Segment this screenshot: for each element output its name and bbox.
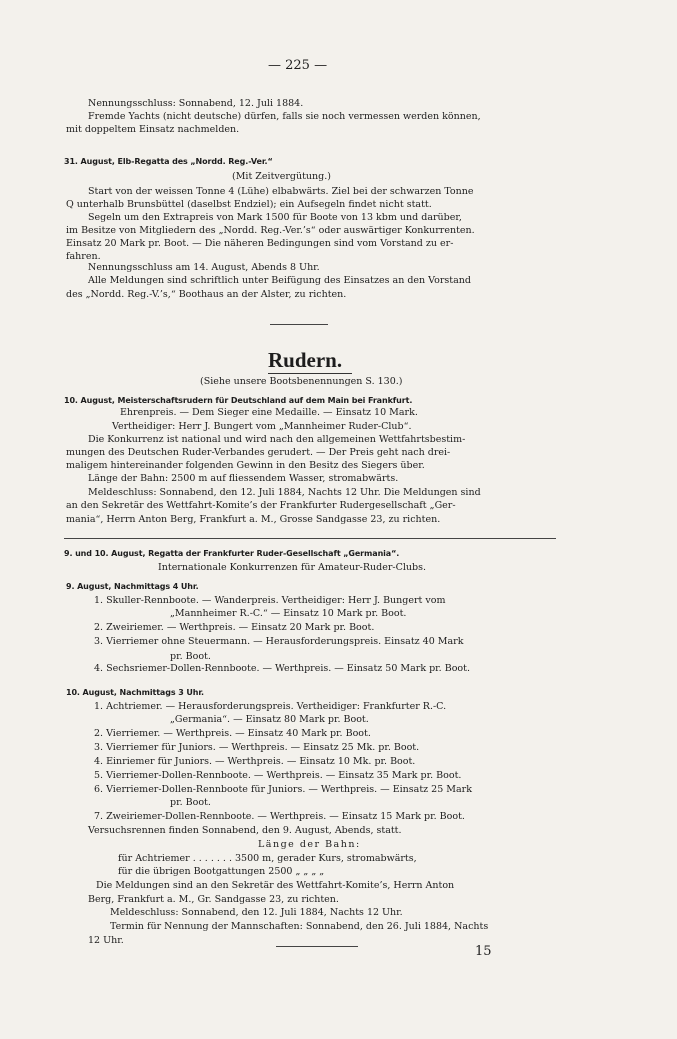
text-line: 1. Achtriemer. — Herausforderungspreis. Vertheidiger: Frankfurter R.-C. — [94, 701, 447, 712]
text-line: Nennungsschluss: Sonnabend, 12. Juli 1884. — [88, 98, 304, 109]
text-line: 4. Einriemer für Juniors. — Werthpreis. — Einsatz 10 Mk. pr. Boot. — [94, 756, 416, 767]
text-line: pr. Boot. — [170, 797, 211, 808]
text-line: 5. Vierriemer-Dollen-Rennboote. — Werthpreis. — Einsatz 35 Mark pr. Boot. — [94, 770, 462, 781]
footer-page-number: 15 — [475, 944, 492, 959]
page-number: — 225 — — [268, 58, 328, 73]
text-line: Segeln um den Extrapreis von Mark 1500 für Boote von 13 kbm und darüber, — [88, 212, 462, 223]
text-line: des „Nordd. Reg.-V.’s,“ Boothaus an der Alster, zu richten. — [66, 289, 347, 300]
text-line: maligem hintereinander folgenden Gewinn in den Besitz des Siegers über. — [66, 460, 425, 471]
section-title: Rudern. — [268, 348, 343, 372]
section-heading: 10. August, Nachmittags 3 Uhr. — [66, 688, 204, 697]
text-line: 6. Vierriemer-Dollen-Rennboote für Juniors. — Werthpreis. — Einsatz 25 Mark — [94, 784, 472, 795]
text-line: 12 Uhr. — [88, 935, 124, 946]
divider — [276, 946, 358, 947]
divider — [270, 324, 328, 325]
text-line: für Achtriemer . . . . . . . 3500 m, gerader Kurs, stromabwärts, — [118, 853, 417, 864]
text-line: Einsatz 20 Mark pr. Boot. — Die näheren Bedingungen sind vom Vorstand zu er- — [66, 238, 454, 249]
text-line: Meldeschluss: Sonnabend, den 12. Juli 1884, Nachts 12 Uhr. Die Meldungen sind — [88, 487, 481, 498]
text-line: „Germania“. — Einsatz 80 Mark pr. Boot. — [170, 714, 369, 725]
text-line: mania“, Herrn Anton Berg, Frankfurt a. M., Grosse Sandgasse 23, zu richten. — [66, 514, 441, 525]
text-line: 1. Skuller-Rennboote. — Wanderpreis. Vertheidiger: Herr J. Bungert vom — [94, 595, 446, 606]
text-line: Vertheidiger: Herr J. Bungert vom „Mannheimer Ruder-Club“. — [112, 421, 412, 432]
section-heading: 10. August, Meisterschaftsrudern für Deutschland auf dem Main bei Frankfurt. — [64, 396, 413, 405]
text-line: Internationale Konkurrenzen für Amateur-Ruder-Clubs. — [158, 562, 426, 573]
text-line: (Mit Zeitvergütung.) — [232, 171, 331, 182]
text-line: mungen des Deutschen Ruder-Verbandes gerudert. — Der Preis geht nach drei- — [66, 447, 451, 458]
text-line: Nennungsschluss am 14. August, Abends 8 Uhr. — [88, 262, 320, 273]
section-heading: 9. August, Nachmittags 4 Uhr. — [66, 582, 199, 591]
divider — [64, 538, 556, 539]
text-line: 2. Zweiriemer. — Werthpreis. — Einsatz 20 Mark pr. Boot. — [94, 622, 375, 633]
text-line: Die Konkurrenz ist national und wird nach den allgemeinen Wettfahrtsbestim- — [88, 434, 466, 445]
text-line: 3. Vierriemer für Juniors. — Werthpreis. — Einsatz 25 Mk. pr. Boot. — [94, 742, 420, 753]
title-underline — [268, 373, 352, 374]
text-line: im Besitze von Mitgliedern des „Nordd. Reg.-Ver.’s“ oder auswärtiger Konkurrenten. — [66, 225, 475, 236]
text-line: Meldeschluss: Sonnabend, den 12. Juli 1884, Nachts 12 Uhr. — [110, 907, 403, 918]
text-line: 7. Zweiriemer-Dollen-Rennboote. — Werthpreis. — Einsatz 15 Mark pr. Boot. — [94, 811, 465, 822]
text-line: 4. Sechsriemer-Dollen-Rennboote. — Werthpreis. — Einsatz 50 Mark pr. Boot. — [94, 663, 470, 674]
text-line: Alle Meldungen sind schriftlich unter Beifügung des Einsatzes an den Vorstand — [88, 275, 471, 286]
text-line: „Mannheimer R.-C.“ — Einsatz 10 Mark pr. Boot. — [170, 608, 407, 619]
text-line: Die Meldungen sind an den Sekretär des Wettfahrt-Komite’s, Herrn Anton — [96, 880, 455, 891]
text-line: Versuchsrennen finden Sonnabend, den 9. August, Abends, statt. — [88, 825, 402, 836]
text-line: 3. Vierriemer ohne Steuermann. — Herausforderungspreis. Einsatz 40 Mark — [94, 636, 464, 647]
text-line: Länge der Bahn: — [258, 839, 361, 850]
text-line: für die übrigen Bootgattungen 2500 „ „ „ „ — [118, 866, 325, 877]
text-line: Q unterhalb Brunsbüttel (daselbst Endziel); ein Aufsegeln findet nicht statt. — [66, 199, 432, 210]
text-line: Ehrenpreis. — Dem Sieger eine Medaille. — Einsatz 10 Mark. — [120, 407, 418, 418]
text-line: Berg, Frankfurt a. M., Gr. Sandgasse 23, zu richten. — [88, 894, 339, 905]
text-line: an den Sekretär des Wettfahrt-Komite’s der Frankfurter Rudergesellschaft „Ger- — [66, 500, 456, 511]
text-line: Länge der Bahn: 2500 m auf fliessendem Wasser, stromabwärts. — [88, 473, 399, 484]
text-line: Fremde Yachts (nicht deutsche) dürfen, falls sie noch vermessen werden können, — [88, 111, 481, 122]
text-line: fahren. — [66, 251, 101, 262]
text-line: mit doppeltem Einsatz nachmelden. — [66, 124, 240, 135]
text-line: Start von der weissen Tonne 4 (Lühe) elbabwärts. Ziel bei der schwarzen Tonne — [88, 186, 474, 197]
section-heading: 9. und 10. August, Regatta der Frankfurter Ruder-Gesellschaft „Germania“. — [64, 549, 400, 558]
text-line: pr. Boot. — [170, 651, 211, 662]
text-line: (Siehe unsere Bootsbenennungen S. 130.) — [200, 376, 403, 387]
text-line: Termin für Nennung der Mannschaften: Sonnabend, den 26. Juli 1884, Nachts — [110, 921, 489, 932]
text-line: 2. Vierriemer. — Werthpreis. — Einsatz 40 Mark pr. Boot. — [94, 728, 371, 739]
section-heading: 31. August, Elb-Regatta des „Nordd. Reg.-Ver.“ — [64, 157, 273, 166]
